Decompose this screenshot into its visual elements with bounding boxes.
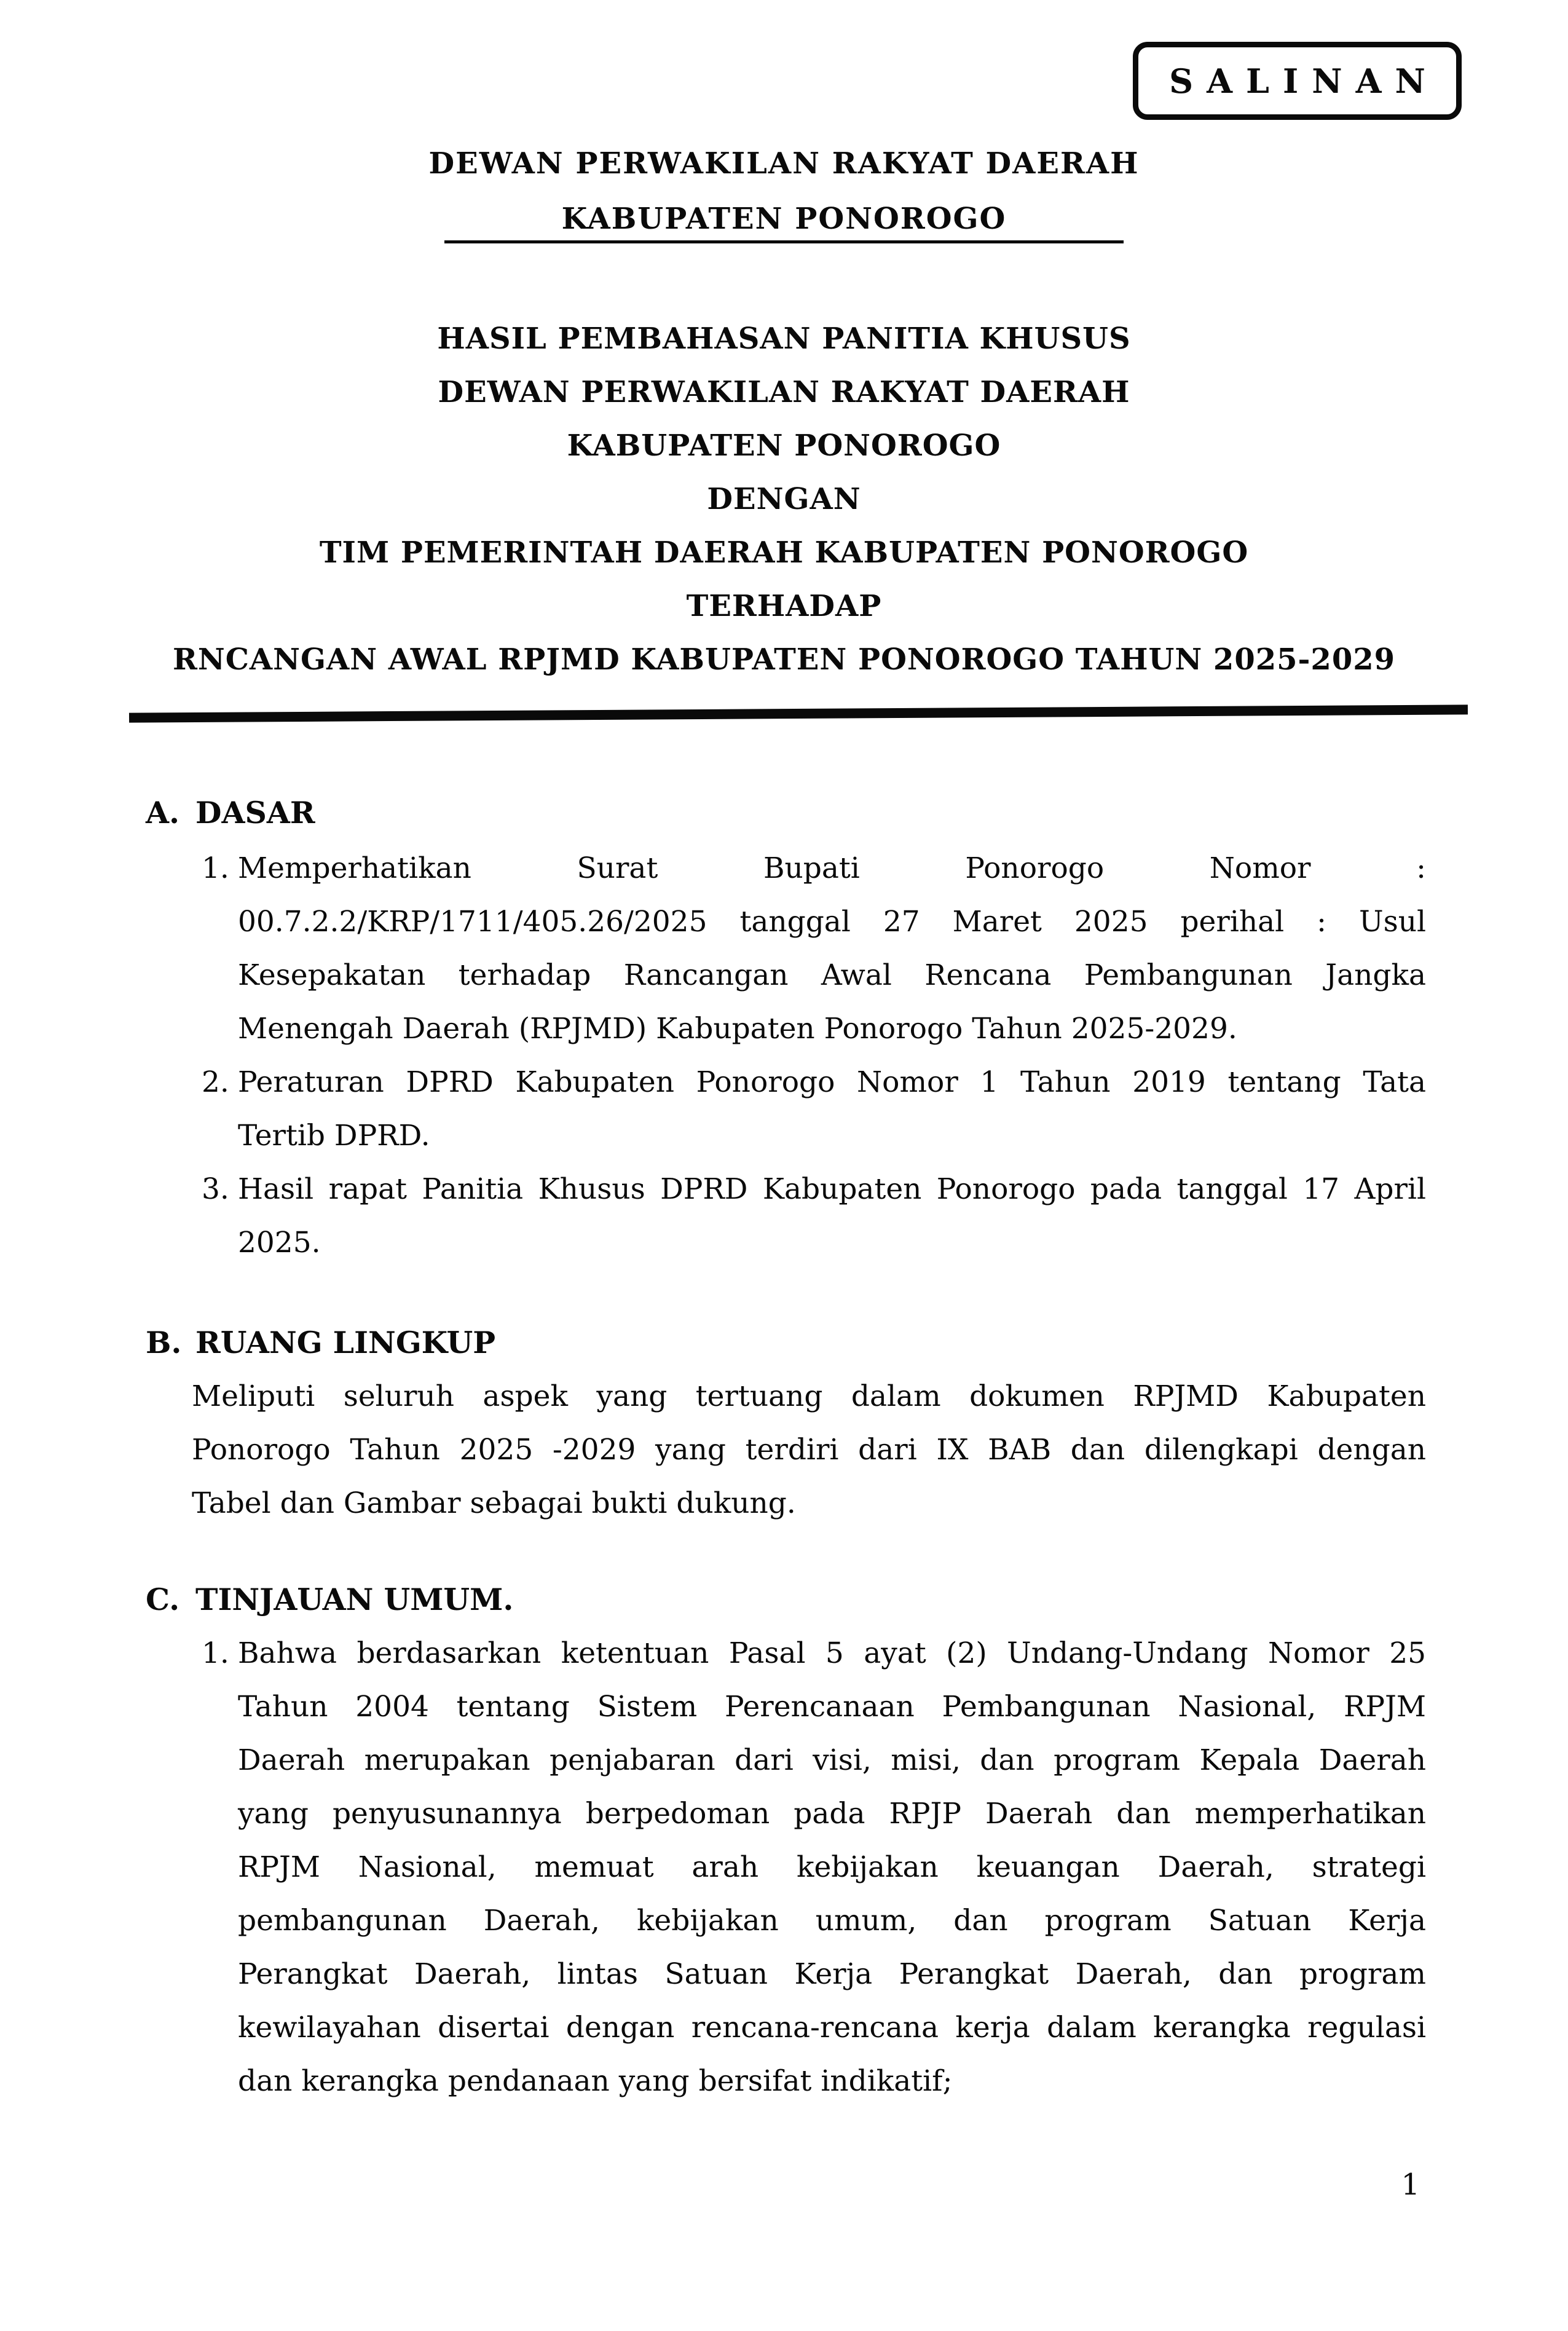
text-line: pembangunan Daerah, kebijakan umum, dan program Satuan Kerja	[238, 1904, 1426, 1938]
section-dasar-title: DASAR	[195, 795, 315, 830]
page-number: 1	[1401, 2167, 1420, 2202]
section-ruang-lingkup-label: B.	[146, 1325, 182, 1360]
text-line: Tertib DPRD.	[238, 1119, 430, 1153]
letterhead-underline	[444, 240, 1124, 243]
section-dasar-label: A.	[146, 795, 180, 830]
title-line: TERHADAP	[686, 589, 882, 623]
title-line: KABUPATEN PONOROGO	[567, 428, 1001, 463]
section-dasar-heading	[146, 786, 1426, 840]
section-tinjauan-umum-heading	[146, 1573, 1426, 1627]
list-item	[202, 1627, 1426, 2108]
text-line: Meliputi seluruh aspek yang tertuang dalam dokumen RPJMD Kabupaten	[192, 1379, 1426, 1413]
text-line: Peraturan DPRD Kabupaten Ponorogo Nomor 1 Tahun 2019 tentang Tata	[238, 1065, 1426, 1099]
text-line: Memperhatikan Surat Bupati Ponorogo Nomor :	[238, 851, 1426, 885]
salinan-stamp-label: SALINAN	[1169, 61, 1439, 101]
section-ruang-lingkup	[146, 1316, 1426, 1530]
text-line: yang penyusunannya berpedoman pada RPJP Daerah dan memperhatikan	[238, 1797, 1426, 1831]
paragraph	[192, 1370, 1426, 1530]
list-item	[202, 1162, 1426, 1269]
title-line: HASIL PEMBAHASAN PANITIA KHUSUS	[437, 321, 1131, 356]
text-line: Perangkat Daerah, lintas Satuan Kerja Perangkat Daerah, dan program	[238, 1957, 1426, 1991]
list-item-number: 2.	[202, 1065, 229, 1099]
document-body	[146, 786, 1426, 2108]
text-line: Hasil rapat Panitia Khusus DPRD Kabupaten Ponorogo pada tanggal 17 April	[238, 1172, 1426, 1206]
section-ruang-lingkup-title: RUANG LINGKUP	[195, 1325, 496, 1360]
text-line: Bahwa berdasarkan ketentuan Pasal 5 ayat (2) Undang-Undang Nomor 25	[238, 1636, 1426, 1670]
letterhead-region-name: KABUPATEN PONOROGO	[561, 202, 1007, 236]
text-line: Daerah merupakan penjabaran dari visi, misi, dan program Kepala Daerah	[238, 1743, 1426, 1777]
section-ruang-lingkup-heading	[146, 1316, 1426, 1370]
text-line: Ponorogo Tahun 2025 -2029 yang terdiri dari IX BAB dan dilengkapi dengan	[192, 1433, 1426, 1467]
text-line: Tahun 2004 tentang Sistem Perencanaan Pembangunan Nasional, RPJM	[238, 1690, 1426, 1724]
separator-rule	[129, 704, 1468, 722]
section-tinjauan-umum-title: TINJAUAN UMUM.	[195, 1582, 514, 1617]
list-item-number: 1.	[202, 1636, 229, 1670]
title-line: DENGAN	[707, 482, 861, 516]
text-line: Menengah Daerah (RPJMD) Kabupaten Ponorogo Tahun 2025-2029.	[238, 1012, 1237, 1046]
section-tinjauan-umum-label: C.	[146, 1582, 180, 1617]
list-item	[202, 842, 1426, 1055]
salinan-stamp	[1133, 42, 1462, 120]
section-dasar	[146, 786, 1426, 1269]
text-line: kewilayahan disertai dengan rencana-rencana kerja dalam kerangka regulasi	[238, 2011, 1426, 2045]
letterhead	[0, 0, 1568, 243]
text-line: 2025.	[238, 1226, 321, 1260]
section-tinjauan-umum	[146, 1573, 1426, 2108]
text-line: 00.7.2.2/KRP/1711/405.26/2025 tanggal 27 Maret 2025 perihal : Usul	[238, 905, 1426, 939]
title-line: RNCANGAN AWAL RPJMD KABUPATEN PONOROGO TAHUN 2025-2029	[172, 642, 1396, 677]
text-line: dan kerangka pendanaan yang bersifat indikatif;	[238, 2064, 953, 2098]
title-line: TIM PEMERINTAH DAERAH KABUPATEN PONOROGO	[319, 535, 1249, 570]
list-item-number: 1.	[202, 851, 229, 885]
list-item	[202, 1055, 1426, 1162]
text-line: Tabel dan Gambar sebagai bukti dukung.	[192, 1486, 796, 1520]
list-item-number: 3.	[202, 1172, 229, 1206]
document-title-block	[0, 312, 1568, 687]
letterhead-org-name: DEWAN PERWAKILAN RAKYAT DAERAH	[428, 146, 1140, 181]
text-line: RPJM Nasional, memuat arah kebijakan keuangan Daerah, strategi	[238, 1850, 1426, 1884]
text-line: Kesepakatan terhadap Rancangan Awal Rencana Pembangunan Jangka	[238, 958, 1426, 992]
title-line: DEWAN PERWAKILAN RAKYAT DAERAH	[438, 375, 1130, 409]
